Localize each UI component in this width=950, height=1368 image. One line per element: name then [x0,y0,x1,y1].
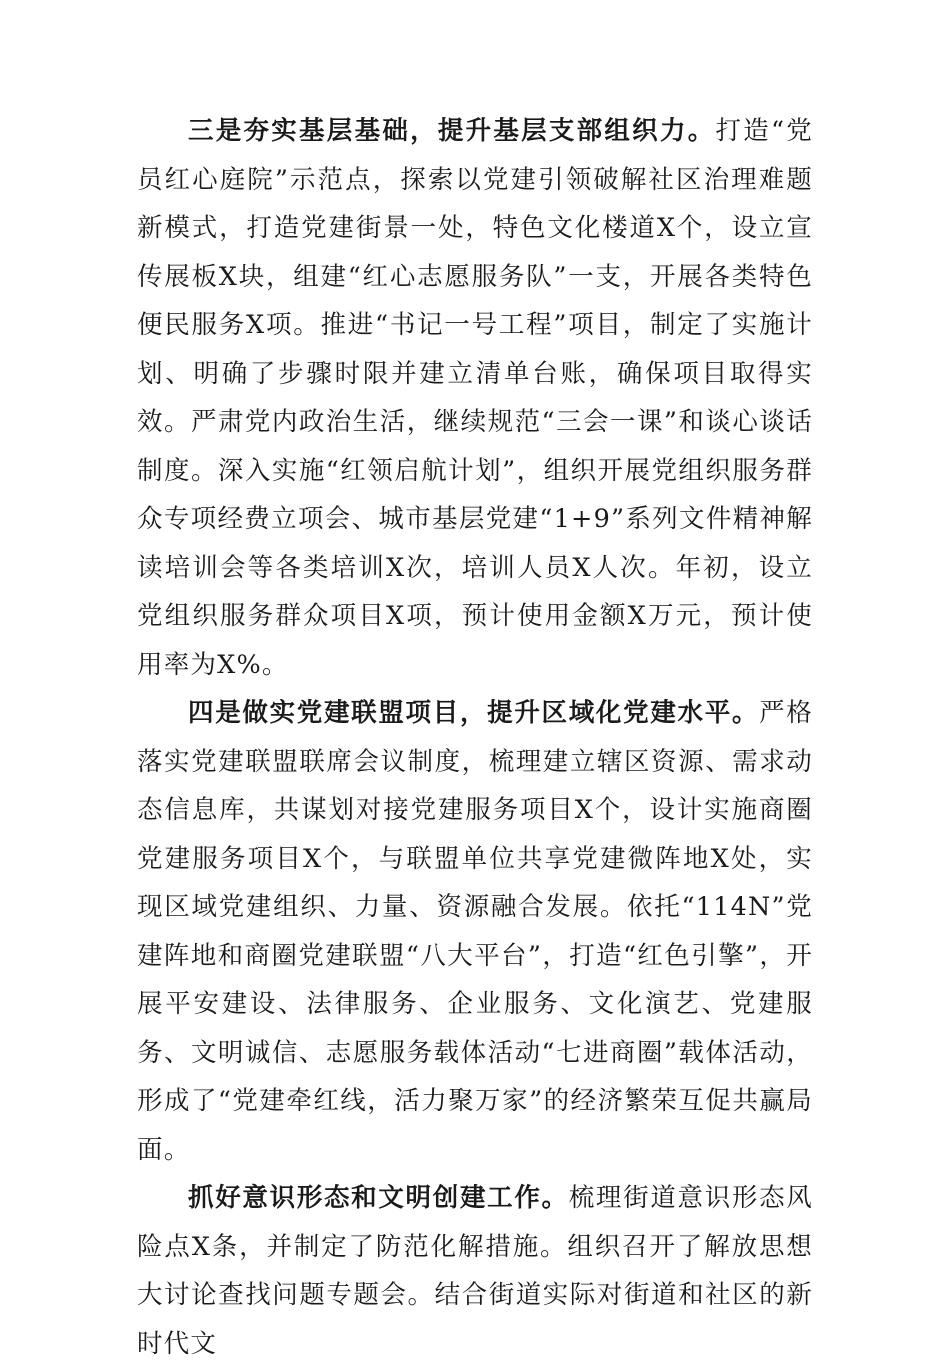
paragraph-text: 严格落实党建联盟联席会议制度，梳理建立辖区资源、需求动态信息库，共谋划对接党建服务项目X个，设计实施商圈党建服务项目X个，与联盟单位共享党建微阵地X处，实现区域党建组织、力量、资源融合发展。依托“114N”党建阵地和商圈党建联盟“八大平台”，打造“红色引擎”，开展平安建设、法律服务、企业服务、文化演艺、党建服务、文明诚信、志愿服务载体活动“七进商圈”载体活动，形成了“党建牵红线，活力聚万家”的经济繁荣互促共赢局面。 [137,698,814,1165]
paragraph-lead: 四是做实党建联盟项目，提升区域化党建水平。 [188,698,760,728]
document-body [137,107,813,1368]
paragraph-text: 梳理街道意识形态风险点X条，并制定了防范化解措施。组织召开了解放思想大讨论查找问题专题会。结合街道实际对街道和社区的新时代文 [137,1183,813,1359]
paragraph-lead: 三是夯实基层基础，提升基层支部组织力。 [188,116,716,146]
paragraph-grassroots-branch [137,107,813,689]
paragraph-ideology-civilization [137,1174,813,1368]
paragraph-text: 打造“党员红心庭院”示范点，探索以党建引领破解社区治理难题新模式，打造党建街景一处，特色文化楼道X个，设立宣传展板X块，组建“红心志愿服务队”一支，开展各类特色便民服务X项。推进“书记一号工程”项目，制定了实施计划、明确了步骤时限并建立清单台账，确保项目取得实效。严肃党内政治生活，继续规范“三会一课”和谈心谈话制度。深入实施“红领启航计划”，组织开展党组织服务群众专项经费立项会、城市基层党建“1+9”系列文件精神解读培训会等各类培训X次，培训人员X人次。年初，设立党组织服务群众项目X项，预计使用金额X万元，预计使用率为X%。 [137,116,813,680]
paragraph-lead: 抓好意识形态和文明创建工作。 [188,1183,569,1213]
paragraph-party-alliance [137,689,813,1174]
